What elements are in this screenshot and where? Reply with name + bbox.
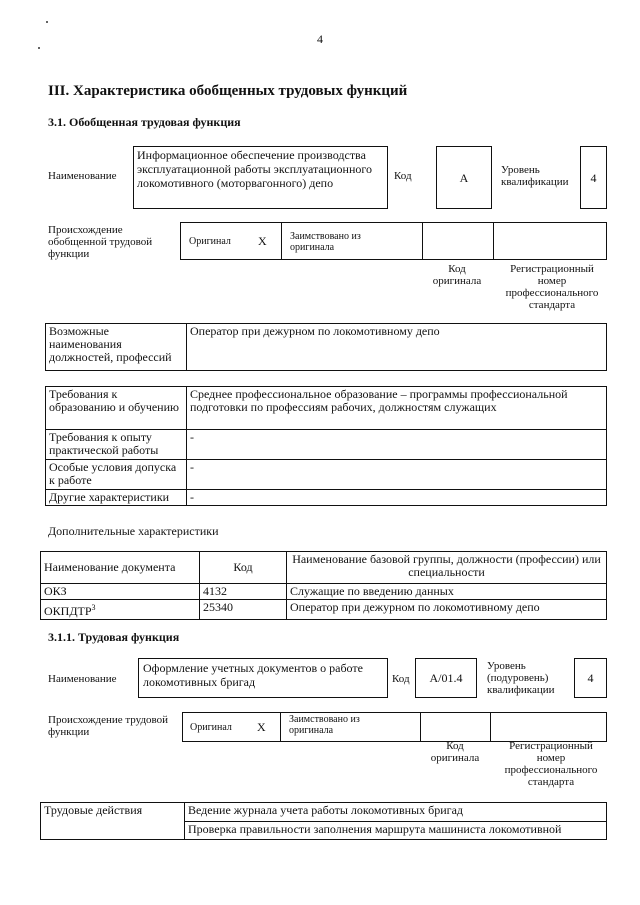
additional-name: Служащие по введению данных xyxy=(287,584,607,600)
positions-label: Возможные наименования должностей, профессий xyxy=(46,324,187,371)
tf-name-label: Наименование xyxy=(48,673,117,685)
req-experience-value: - xyxy=(187,430,607,460)
gtf-code-label: Код xyxy=(394,170,412,182)
origin2-code-caption: Код оригинала xyxy=(430,740,480,764)
additional-code: 25340 xyxy=(200,600,287,620)
gtf-code-box xyxy=(436,146,492,209)
scan-speck xyxy=(38,47,40,49)
tf-name-box xyxy=(138,658,388,698)
actions-label: Трудовые действия xyxy=(41,803,185,840)
positions-table xyxy=(45,323,607,371)
req-conditions-value: - xyxy=(187,460,607,490)
actions-table xyxy=(40,802,607,840)
tf-code-value: A/01.4 xyxy=(429,671,463,685)
origin1-label: Происхождение обобщенной трудовой функции xyxy=(48,224,153,260)
positions-value: Оператор при дежурном по локомотивному депо xyxy=(187,324,607,371)
tf-level-box xyxy=(574,658,607,698)
tf-level-value: 4 xyxy=(587,671,594,685)
additional-header-code: Код xyxy=(200,552,287,584)
gtf-name-label: Наименование xyxy=(48,170,117,182)
origin2-original-label: Оригинал xyxy=(190,722,232,733)
additional-heading: Дополнительные характеристики xyxy=(48,524,219,538)
origin1-code-cell xyxy=(422,222,494,260)
origin1-original-mark: X xyxy=(258,234,267,248)
req-other-label: Другие характеристики xyxy=(46,490,187,506)
table-row xyxy=(41,584,607,600)
additional-table xyxy=(40,551,607,620)
scan-speck xyxy=(46,21,48,23)
page-number: 4 xyxy=(317,32,323,46)
gtf-name-box xyxy=(133,146,388,209)
gtf-name-value: Информационное обеспечение производства эксплуатационной работы эксплуатационного локомотивного (моторвагонного) депо xyxy=(137,148,372,190)
additional-code: 4132 xyxy=(200,584,287,600)
additional-doc: ОКПДТР xyxy=(44,604,92,618)
additional-doc: ОКЗ xyxy=(41,584,200,600)
req-education-value: Среднее профессиональное образование – программы профессиональной подготовки по профессиям рабочих, должностям служащих xyxy=(187,387,607,430)
additional-header-name: Наименование базовой группы, должности (профессии) или специальности xyxy=(287,552,607,584)
gtf-level-box xyxy=(580,146,607,209)
footnote-mark: 3 xyxy=(91,603,96,612)
additional-doc-cell xyxy=(41,600,200,620)
gtf-level-value: 4 xyxy=(590,171,597,185)
req-education-label: Требования к образованию и обучению xyxy=(46,387,187,430)
origin1-code-caption: Код оригинала xyxy=(432,263,482,287)
origin1-original-label: Оригинал xyxy=(189,236,231,247)
gtf-code-value: A xyxy=(459,171,469,185)
req-conditions-label: Особые условия допуска к работе xyxy=(46,460,187,490)
origin2-label: Происхождение трудовой функции xyxy=(48,714,169,738)
additional-name: Оператор при дежурном по локомотивному депо xyxy=(287,600,607,620)
action-item: Ведение журнала учета работы локомотивных бригад xyxy=(185,803,607,822)
origin1-reg-caption: Регистрационный номер профессионального стандарта xyxy=(505,263,599,311)
origin2-original-mark: X xyxy=(257,720,266,734)
req-other-value: - xyxy=(187,490,607,506)
tf-code-label: Код xyxy=(392,673,410,685)
gtf-level-label: Уровень квалификации xyxy=(501,164,569,188)
additional-header-doc: Наименование документа xyxy=(41,552,200,584)
action-item: Проверка правильности заполнения маршрута машиниста локомотивной xyxy=(185,821,607,840)
origin2-borrowed-label: Заимствовано из оригинала xyxy=(289,714,360,736)
tf-heading: 3.1.1. Трудовая функция xyxy=(48,630,180,644)
origin2-reg-caption: Регистрационный номер профессионального стандарта xyxy=(504,740,598,788)
req-experience-label: Требования к опыту практической работы xyxy=(46,430,187,460)
section-title: III. Характеристика обобщенных трудовых функций xyxy=(48,83,408,99)
tf-level-label: Уровень (подуровень) квалификации xyxy=(487,660,555,696)
tf-name-value: Оформление учетных документов о работе локомотивных бригад xyxy=(143,661,363,689)
origin2-code-cell xyxy=(420,712,491,742)
gtf-heading: 3.1. Обобщенная трудовая функция xyxy=(48,115,241,129)
table-row xyxy=(41,600,607,620)
requirements-table xyxy=(45,386,607,506)
origin1-borrowed-label: Заимствовано из оригинала xyxy=(290,231,361,253)
tf-code-box xyxy=(415,658,477,698)
